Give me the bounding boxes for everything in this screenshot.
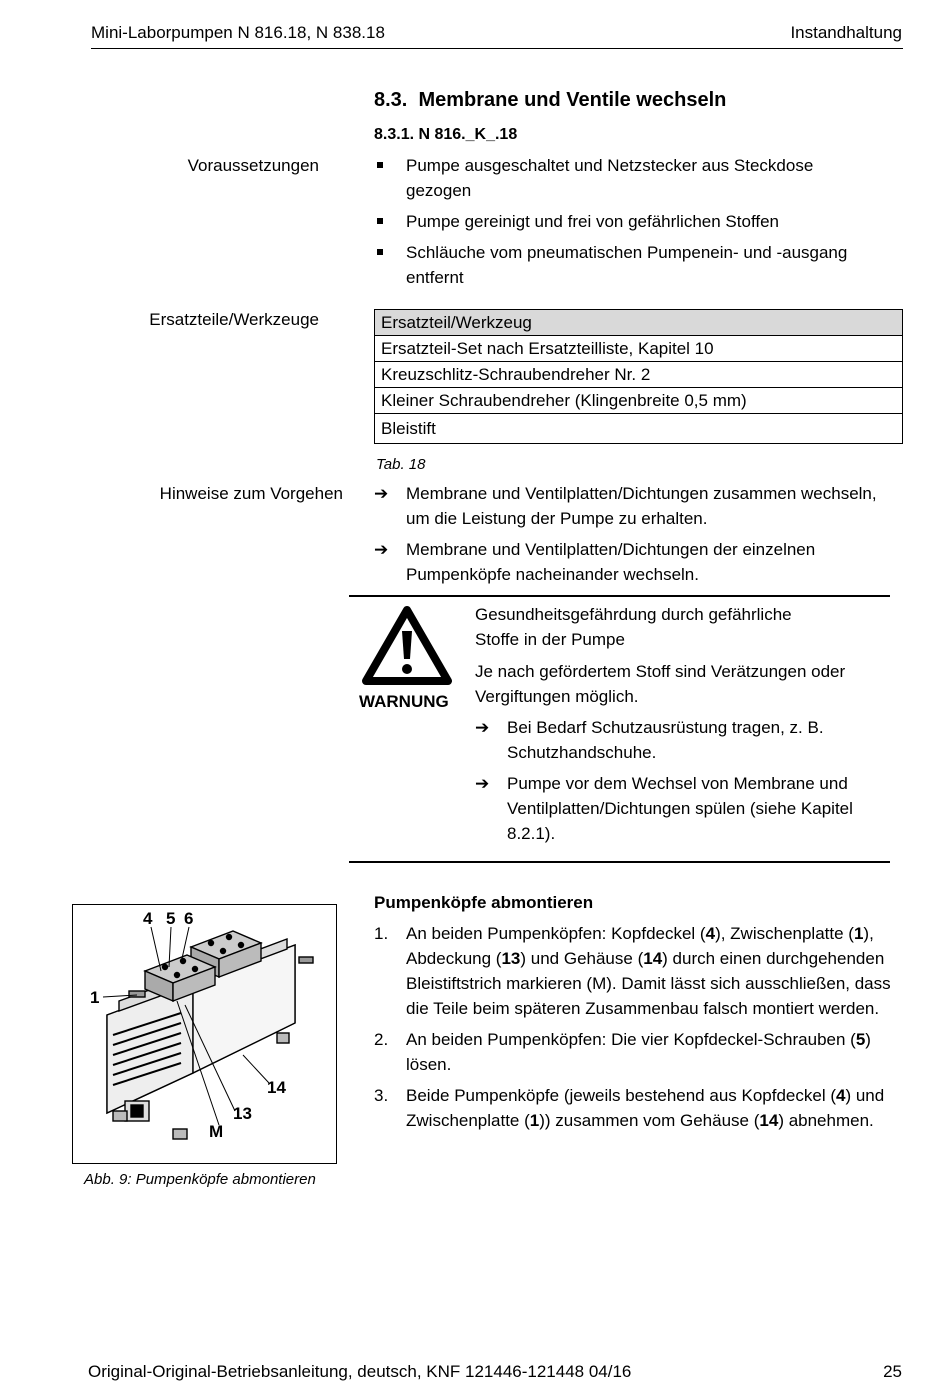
list-item: ➔ Membrane und Ventilplatten/Dichtungen zusammen wechseln, um die Leistung der Pumpe zu erhalten.	[374, 481, 904, 531]
arrow-icon: ➔	[374, 484, 389, 503]
list-item: Schläuche vom pneumatischen Pumpenein- und -ausgang entfernt	[374, 240, 874, 290]
header-rule	[91, 48, 903, 49]
header-title: Mini-Laborpumpen N 816.18, N 838.18	[91, 23, 385, 42]
callout-M: M	[209, 1122, 224, 1141]
list-item: ➔ Membrane und Ventilplatten/Dichtungen der einzelnen Pumpenköpfe nacheinander wechseln.	[374, 537, 904, 587]
table-row: Bleistift	[375, 414, 903, 444]
warning-icon	[361, 605, 453, 685]
warning-list	[475, 715, 875, 852]
bullet-icon	[377, 162, 383, 168]
callout-14: 14	[267, 1078, 286, 1097]
notes-list	[374, 481, 904, 593]
warning-text: Je nach gefördertem Stoff sind Verätzungen oder Vergiftungen möglich.	[475, 662, 846, 706]
section-number: 8.3.	[374, 89, 408, 111]
warning-box	[349, 595, 890, 863]
step-item: 1. An beiden Pumpenköpfen: Kopfdeckel (4), Zwischenplatte (1), Abdeckung (13) und Gehäuse (14) durch einen durchgehenden Bleistiftstrich markieren (M). Damit lässt sich ausschließen, dass die Teile beim späteren Zusammenbau falsch montiert werden.	[374, 924, 891, 1018]
table-row: Kreuzschlitz-Schraubendreher Nr. 2	[375, 362, 903, 388]
callout-6: 6	[184, 909, 194, 928]
warning-signal-word: WARNUNG	[359, 692, 449, 711]
table-row: Ersatzteil-Set nach Ersatzteilliste, Kapitel 10	[375, 336, 903, 362]
subsection-heading: 8.3.1. N 816._K_.18	[374, 126, 518, 143]
table-caption: Tab. 18	[376, 456, 426, 473]
bullet-icon	[377, 249, 383, 255]
prerequisites-list	[374, 153, 874, 296]
list-item: Pumpe ausgeschaltet und Netzstecker aus Steckdose gezogen	[374, 153, 874, 203]
list-item: Pumpe gereinigt und frei von gefährlichen Stoffen	[374, 209, 874, 234]
prerequisites-label: Voraussetzungen	[187, 156, 319, 175]
procedure-list	[374, 921, 898, 1139]
callout-13: 13	[233, 1104, 252, 1123]
callout-5: 5	[166, 909, 176, 928]
callout-1: 1	[90, 988, 100, 1007]
pump-illustration	[73, 905, 336, 1163]
bullet-icon	[377, 218, 383, 224]
parts-label: Ersatzteile/Werkzeuge	[149, 310, 319, 329]
page-number: 25	[883, 1362, 902, 1381]
parts-table	[374, 309, 903, 444]
step-item: 3. Beide Pumpenköpfe (jeweils bestehend aus Kopfdeckel (4) und Zwischenplatte (1)) zusammen vom Gehäuse (14) abnehmen.	[374, 1086, 885, 1130]
footer-document: Original-Original-Betriebsanleitung, deutsch, KNF 121446-121448 04/16	[88, 1362, 632, 1381]
section-heading	[374, 88, 726, 113]
figure-caption: Abb. 9: Pumpenköpfe abmontieren	[84, 1171, 316, 1188]
table-row: Kleiner Schraubendreher (Klingenbreite 0,5 mm)	[375, 388, 903, 414]
list-item: ➔ Pumpe vor dem Wechsel von Membrane und Ventilplatten/Dichtungen spülen (siehe Kapitel 8.2.1).	[475, 771, 875, 846]
pump-figure	[72, 904, 337, 1164]
arrow-icon: ➔	[475, 774, 490, 793]
step-item: 2. An beiden Pumpenköpfen: Die vier Kopfdeckel-Schrauben (5) lösen.	[374, 1030, 871, 1074]
table-header-row: Ersatzteil/Werkzeug	[375, 310, 903, 336]
notes-label: Hinweise zum Vorgehen	[159, 484, 343, 503]
section-title: Membrane und Ventile wechseln	[418, 89, 727, 111]
arrow-icon: ➔	[374, 540, 389, 559]
callout-4: 4	[143, 909, 153, 928]
arrow-icon: ➔	[475, 718, 490, 737]
warning-title: Gesundheitsgefährdung durch gefährliche Stoffe in der Pumpe	[475, 605, 792, 649]
header-section: Instandhaltung	[790, 23, 902, 42]
procedure-title: Pumpenköpfe abmontieren	[374, 893, 594, 912]
list-item: ➔ Bei Bedarf Schutzausrüstung tragen, z. B. Schutzhandschuhe.	[475, 715, 875, 765]
